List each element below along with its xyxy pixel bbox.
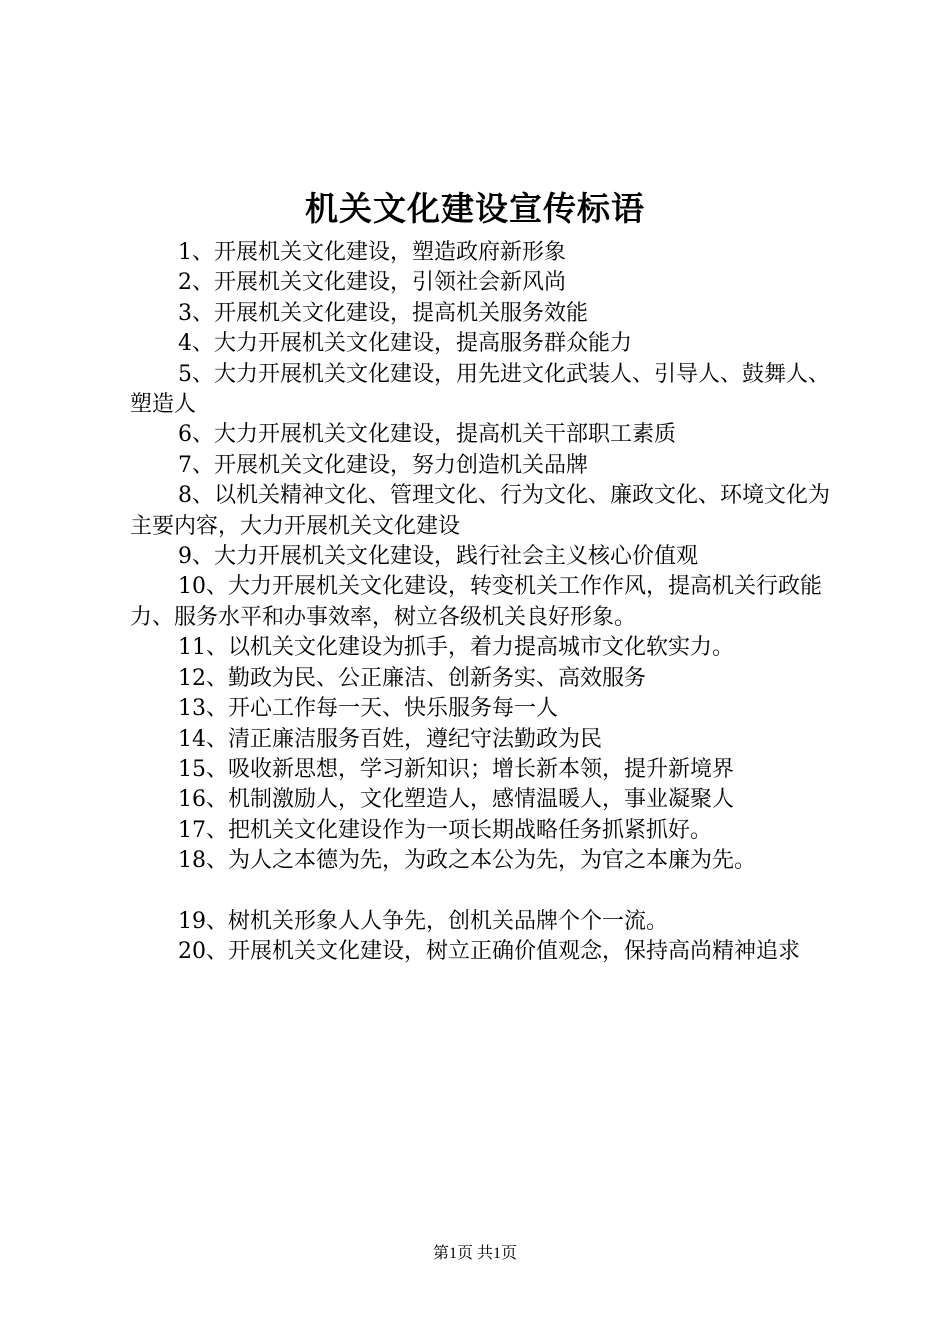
slogan-item-3: 3、开展机关文化建设，提高机关服务效能 [178, 300, 588, 326]
slogan-item-5: 5、大力开展机关文化建设，用先进文化武装人、引导人、鼓舞人、塑造人 [130, 361, 830, 418]
slogan-item-9: 9、大力开展机关文化建设，践行社会主义核心价值观 [178, 544, 698, 570]
slogan-item-2: 2、开展机关文化建设，引领社会新风尚 [178, 270, 566, 296]
slogan-item-8: 8、以机关精神文化、管理文化、行为文化、廉政文化、环境文化为主要内容，大力开展机关文化建设 [130, 483, 830, 539]
slogan-item-14: 14、清正廉洁服务百姓，遵纪守法勤政为民 [178, 726, 602, 752]
slogan-item-15: 15、吸收新思想，学习新知识；增长新本领，提升新境界 [178, 756, 734, 782]
page-footer: 第1页 共1页 [432, 1245, 517, 1262]
slogan-item-11: 11、以机关文化建设为抓手，着力提高城市文化软实力。 [178, 635, 734, 661]
slogan-item-20: 20、开展机关文化建设，树立正确价值观念，保持高尚精神追求 [178, 938, 800, 964]
slogan-item-10: 10、大力开展机关文化建设，转变机关工作作风，提高机关行政能力、服务水平和办事效率，树立各级机关良好形象。 [130, 574, 822, 630]
slogan-item-7: 7、开展机关文化建设，努力创造机关品牌 [178, 452, 588, 478]
slogan-item-19: 19、树机关形象人人争先，创机关品牌个个一流。 [178, 908, 668, 934]
slogan-item-16: 16、机制激励人，文化塑造人，感情温暖人，事业凝聚人 [178, 787, 734, 813]
slogan-item-6: 6、大力开展机关文化建设，提高机关干部职工素质 [178, 422, 676, 448]
slogan-item-12: 12、勤政为民、公正廉洁、创新务实、高效服务 [178, 665, 646, 691]
slogan-item-17: 17、把机关文化建设作为一项长期战略任务抓紧抓好。 [178, 817, 712, 843]
slogan-item-13: 13、开心工作每一天、快乐服务每一人 [178, 696, 558, 722]
slogan-list [130, 238, 845, 967]
slogan-item-4: 4、大力开展机关文化建设，提高服务群众能力 [178, 331, 632, 357]
slogan-item-18: 18、为人之本德为先，为政之本公为先，为官之本廉为先。 [178, 848, 756, 874]
document-title: 机关文化建设宣传标语 [305, 189, 645, 228]
slogan-item-1: 1、开展机关文化建设，塑造政府新形象 [178, 240, 566, 265]
